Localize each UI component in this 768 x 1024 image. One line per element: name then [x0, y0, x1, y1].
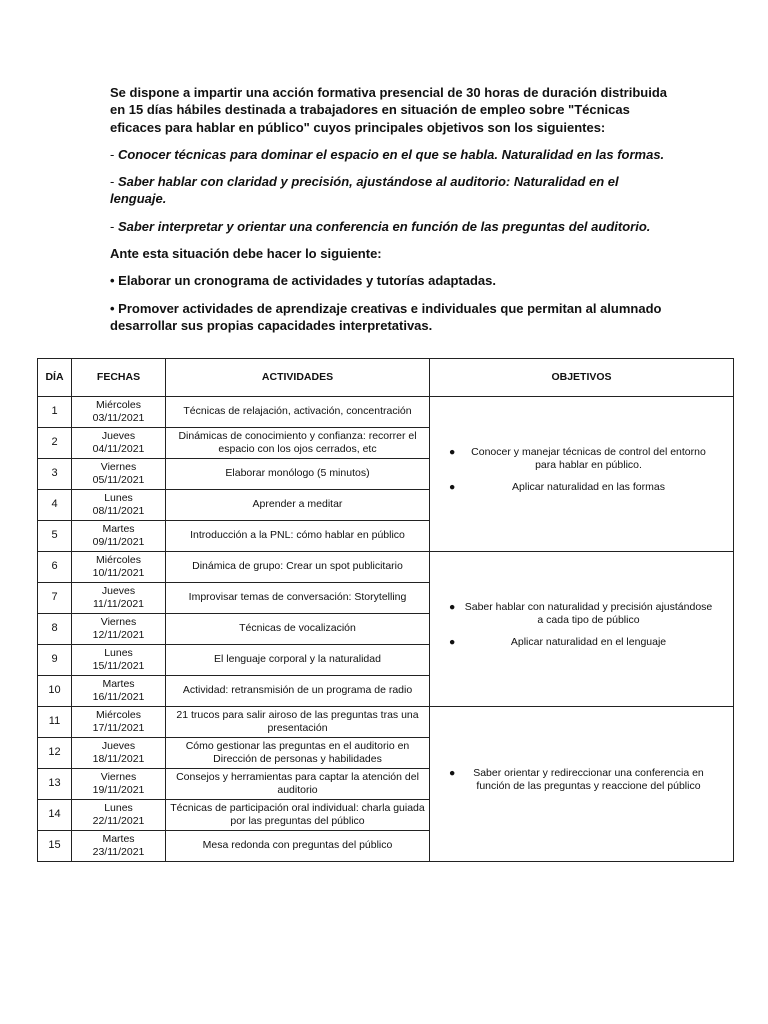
activity-cell: Introducción a la PNL: cómo hablar en público [166, 521, 430, 552]
day-number: 4 [38, 490, 72, 521]
activity-cell: Actividad: retransmisión de un programa de radio [166, 676, 430, 707]
day-number: 8 [38, 614, 72, 645]
date: 11/11/2021 [93, 598, 144, 610]
date-cell [72, 428, 166, 459]
bullet-icon: ● [449, 635, 456, 648]
date-cell [72, 831, 166, 862]
date: 05/11/2021 [92, 474, 145, 486]
activity-cell: Dinámica de grupo: Crear un spot publicitario [166, 552, 430, 583]
weekday: Miércoles [96, 398, 141, 411]
header-actividades: ACTIVIDADES [166, 359, 430, 397]
objective-item: ● Saber hablar con naturalidad y precisión ajustándose a cada tipo de público [449, 600, 713, 627]
date-cell [72, 707, 166, 738]
date-cell [72, 645, 166, 676]
date-cell [72, 583, 166, 614]
table-row [38, 707, 734, 738]
weekday: Viernes [100, 460, 137, 473]
objective-item: ● Saber orientar y redireccionar una conferencia en función de las preguntas y reaccione del público [449, 766, 704, 792]
day-number: 12 [38, 738, 72, 769]
day-number: 2 [38, 428, 72, 459]
activity-cell: Cómo gestionar las preguntas en el auditorio en Dirección de personas y habilidades [166, 738, 430, 769]
objective-item: ● Aplicar naturalidad en las formas [449, 480, 665, 493]
date: 12/11/2021 [92, 629, 145, 641]
table-row [38, 552, 734, 583]
activity-cell: Técnicas de relajación, activación, concentración [166, 397, 430, 428]
weekday: Miércoles [96, 708, 141, 721]
bullet-icon: ● [449, 445, 456, 458]
activity-cell: Aprender a meditar [166, 490, 430, 521]
bullet-icon: ● [449, 766, 456, 779]
date-cell [72, 521, 166, 552]
intro-paragraph: Se dispone a impartir una acción formativa presencial de 30 horas de duración distribuida en 15 días hábiles destinada a trabajadores en situación de empleo sobre "Técnicas eficaces para hablar en público" cuyos principales objetivos son los siguientes: [110, 85, 667, 135]
activity-cell: Elaborar monólogo (5 minutos) [166, 459, 430, 490]
objectives-group-3 [430, 707, 734, 862]
activity-cell: El lenguaje corporal y la naturalidad [166, 645, 430, 676]
activity-cell: Mesa redonda con preguntas del público [166, 831, 430, 862]
bullet-icon: ● [449, 600, 456, 613]
task-item-1: • Elaborar un cronograma de actividades y tutorías adaptadas. [110, 273, 497, 289]
header-objetivos: OBJETIVOS [430, 359, 734, 397]
weekday: Jueves [101, 429, 136, 442]
date: 23/11/2021 [92, 846, 145, 858]
weekday: Jueves [101, 584, 136, 597]
schedule-table [37, 358, 734, 862]
weekday: Viernes [100, 615, 137, 628]
table-header-row [38, 359, 734, 397]
day-number: 7 [38, 583, 72, 614]
bullet-icon: ● [449, 480, 456, 493]
instruction-text: Ante esta situación debe hacer lo siguiente: [110, 246, 382, 262]
objective-line-3: - Saber interpretar y orientar una conferencia en función de las preguntas del auditorio. [110, 218, 651, 234]
weekday: Viernes [100, 770, 137, 783]
activity-cell: Improvisar temas de conversación: Storytelling [166, 583, 430, 614]
objective-line-2: - Saber hablar con claridad y precisión, ajustándose al auditorio: Naturalidad en el lenguaje. [110, 174, 619, 207]
date: 19/11/2021 [92, 784, 145, 796]
date-cell [72, 397, 166, 428]
date: 08/11/2021 [92, 505, 145, 517]
day-number: 5 [38, 521, 72, 552]
weekday: Jueves [101, 739, 136, 752]
date: 16/11/2021 [92, 691, 145, 703]
day-number: 14 [38, 800, 72, 831]
header-dia: DÍA [38, 359, 72, 397]
task-item-2: • Promover actividades de aprendizaje creativas e individuales que permitan al alumnado desarrollar sus propias capacidades interpretativas. [110, 300, 662, 333]
date: 04/11/2021 [92, 443, 145, 455]
objectives-group-2 [430, 552, 734, 707]
date: 09/11/2021 [92, 536, 145, 548]
date-cell [72, 800, 166, 831]
header-fechas: FECHAS [72, 359, 166, 397]
weekday: Lunes [104, 801, 133, 814]
objective-line-1: - Conocer técnicas para dominar el espacio en el que se habla. Naturalidad en las formas. [110, 146, 665, 162]
objective-item: ● Aplicar naturalidad en el lenguaje [449, 635, 667, 648]
weekday: Lunes [104, 646, 133, 659]
activity-cell: Consejos y herramientas para captar la atención del auditorio [166, 769, 430, 800]
weekday: Miércoles [96, 553, 141, 566]
activity-cell: Dinámicas de conocimiento y confianza: recorrer el espacio con los ojos cerrados, etc [166, 428, 430, 459]
date-cell [72, 552, 166, 583]
day-number: 10 [38, 676, 72, 707]
day-number: 1 [38, 397, 72, 428]
day-number: 9 [38, 645, 72, 676]
day-number: 11 [38, 707, 72, 738]
day-number: 3 [38, 459, 72, 490]
date: 18/11/2021 [92, 753, 145, 765]
activity-cell: Técnicas de participación oral individual: charla guiada por las preguntas del público [166, 800, 430, 831]
day-number: 6 [38, 552, 72, 583]
weekday: Martes [102, 832, 135, 845]
objectives-group-1 [430, 397, 734, 552]
table-row [38, 397, 734, 428]
day-number: 13 [38, 769, 72, 800]
date: 22/11/2021 [92, 815, 145, 827]
date-cell [72, 769, 166, 800]
weekday: Martes [102, 522, 135, 535]
date: 10/11/2021 [92, 567, 145, 579]
date-cell [72, 676, 166, 707]
date: 03/11/2021 [92, 412, 145, 424]
day-number: 15 [38, 831, 72, 862]
intro-text [110, 84, 670, 344]
weekday: Martes [102, 677, 135, 690]
date: 15/11/2021 [92, 660, 145, 672]
activity-cell: Técnicas de vocalización [166, 614, 430, 645]
activity-cell: 21 trucos para salir airoso de las preguntas tras una presentación [166, 707, 430, 738]
objective-item: ● Conocer y manejar técnicas de control del entorno para hablar en público. [449, 445, 706, 472]
date: 17/11/2021 [92, 722, 145, 734]
date-cell [72, 614, 166, 645]
date-cell [72, 459, 166, 490]
date-cell [72, 490, 166, 521]
date-cell [72, 738, 166, 769]
weekday: Lunes [104, 491, 133, 504]
